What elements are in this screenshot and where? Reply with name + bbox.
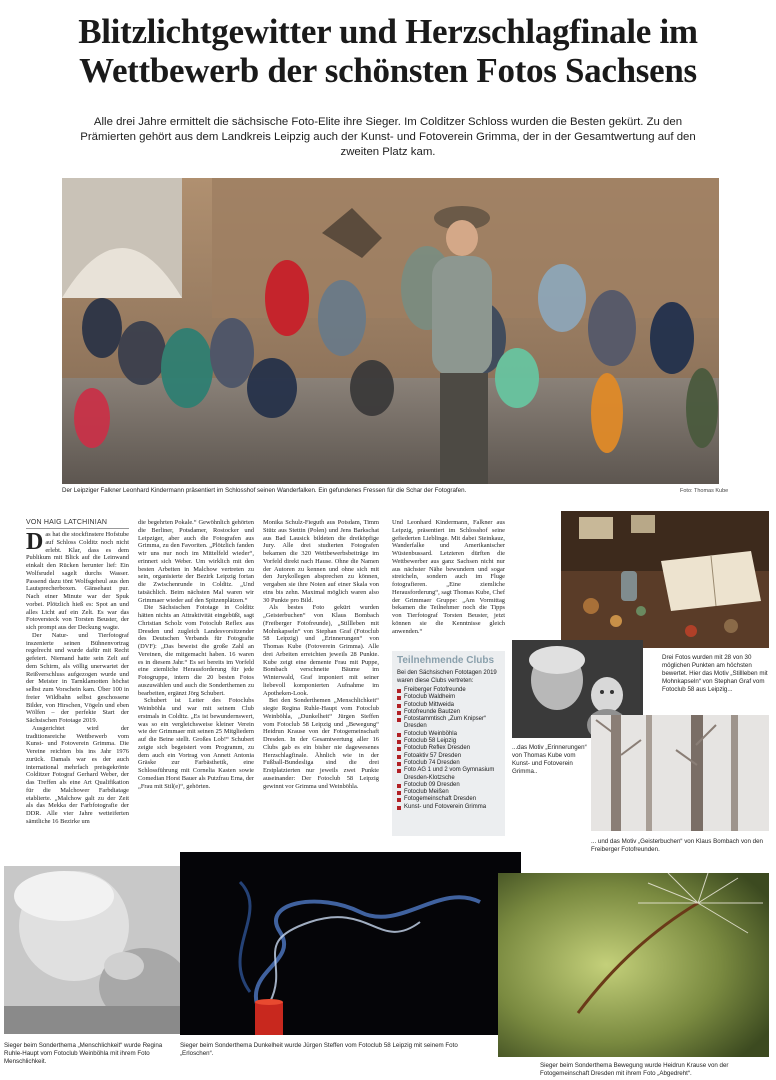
- list-item: Foto AG 1 und 2 vom Gymnasium Dresden-Klotzsche: [397, 767, 500, 782]
- memories-caption: ...das Motiv „Erinnerungen“ von Thomas Kube vom Kunst- und Fotoverein Grimma..: [512, 744, 587, 775]
- main-photo-image: [62, 178, 719, 484]
- paragraph: Ausgerichtet wird der traditionsreiche Wettbewerb vom Kunst- und Fotoverein Grimma. Die Vereine reichten bis ins Jahr 1976 zurück. Damals war es der auch international mehrfach preisgekrönte Colditzer Fotograf Gerhard Weber, der das Treffen als eine Art Qualifikation für die Malchower Farbdiatage etablierte. „Malchow galt zu der Zeit als das Mekka der Farbfotografie der DDR. Alle vier Jahre wetteiferten sämtliche 16 Bezirke um: [26, 724, 129, 825]
- paragraph: Bei den Sonderthemen „Menschlichkeit“ siegte Regina Ruhle-Haupt vom Fotoclub Weinböhla, „Dunkelheit“ Jürgen Steffen vom Fotoclub 58 Leipzig und „Bewegung“ Heidrun Krause von der Fotogemeinschaft Dresden. In der Gesamtwertung aller 16 Clubs gab es ein bisher nie dagewesenes Herzschlagfinale. Ähnlich wie in der Fußball-Bundesliga sind die drei Erstplatzierten nur jeweils zwei Punkte auseinander: Der Fotoclub 58 Leipzig gewinnt vor Grimma und Weinböhla.: [263, 697, 379, 790]
- ghost-beeches-photo: [591, 715, 769, 831]
- ghost-beeches-image: [591, 715, 769, 831]
- clubs-box: [392, 651, 505, 836]
- lead-paragraph: Alle drei Jahre ermittelt die sächsische Foto-Elite ihre Sieger. Im Colditzer Schloss wurden die Besten gekürt. Zu den Prämierten gehört aus dem Landkreis Leipzig auch der Kunst- und Fotoverein Grimma, der in der Gesamtwertung auf den zweiten Platz kam.: [80, 116, 696, 158]
- byline: VON HAIG LATCHINIAN: [26, 519, 108, 526]
- paragraph: Die Sächsischen Fototage in Colditz hätten nichts an Attraktivität eingebüßt, sagt Christian Scholz vom Fotoclub Reflex aus Dresden und zugleich Landesvorsitzender des Deutschen Verbands für Fotografie (DVF): „Das beweist die große Zahl an Vereinen, die mitgemacht haben. 16 waren es in diesem Jahr.“ Es sei bereits im Vorfeld eine ziemliche Herausforderung für jede Fotogruppe, intern die 20 besten Fotos auszuwählen und auch die Sonderthemen zu bearbeiten, ergänzt Jörg Schubert.: [138, 604, 254, 697]
- movement-photo: [498, 873, 769, 1057]
- ghost-beeches-caption: ... und das Motiv „Geisterbuchen“ von Klaus Bombach von den Freiberger Fotofreunden.: [591, 838, 763, 853]
- article-column-2: [138, 519, 254, 790]
- paragraph: as hat die stockfinstere Hofstube auf Schloss Colditz noch nicht erlebt. Klar, dass es dem Publikum mit Blick auf die Leinwand einkalt den Rücken herunter lief: Ein Wolfsrudel sagelt durchs Wasser. Passend dazu tönt Wolfsgeheul aus den Lautsprecherboxen. Gänsehaut pur. Nach einer Minute war der Spuk vorbei. Plötzlich hieß es: Spot an und alles Licht auf ein Zelt. Es war das Fotoversteck von Torsten Beuster, der sich prompt aus der Deckung wagte.: [26, 531, 129, 631]
- darkness-image: [180, 852, 521, 1035]
- paragraph: Und Leonhard Kindermann, Falkner aus Leipzig, präsentiert im Schlosshof seine gefiederten Lieblinge. Mit dabei Steinkauz, Wanderfalke und Amerikanischer Wüstenbussard. Letzteren dürften die Wettbewerber aus ganz Sachsen nicht nur aus nächster Nähe bewundern und sogar streicheln, sondern auch im Fluge fotografieren. „Eine ziemliche Herausforderung“, sagt Thomas Kube, Chef der Grimmaer Gruppe: „Am Vormittag bekamen die Teilnehmer noch die Tipps von Tierfotograf Torsten Beuster, jetzt können sie die Kenntnisse gleich anwenden.“: [392, 519, 505, 635]
- headline-line-1: Blitzlichtgewitter und Herzschlagfinale im: [78, 12, 698, 51]
- list-item: Fotoclub 58 Leipzig: [397, 738, 500, 745]
- clubs-box-intro: Bei den Sächsischen Fototagen 2019 waren diese Clubs vertreten:: [397, 670, 497, 684]
- headline: [0, 12, 776, 90]
- headline-line-2: Wettbewerb der schönsten Fotos Sachsens: [79, 51, 697, 90]
- clubs-list: [397, 687, 500, 811]
- darkness-photo: [180, 852, 521, 1035]
- paragraph: Der Natur- und Tierfotograf inszenierte seinen Bühnenvortrag regelrecht und wurde dafür mit Recht gefeiert. Niemand hatte sein Zelt auf dem Schirm, als völlig unerwartet der Reißverschluss aufgezogen wurde und der Meister in Tarnklamotten höchst selbst zum Vorschein kam. Über 100 in freier Wildbahn selbst geschossene Bilder, von Hirschen, Vögeln und eben Wölfen – der perfekte Start der Sächsischen Fototage 2019.: [26, 631, 129, 724]
- movement-image: [498, 873, 769, 1057]
- list-item: Fotoclub Mittweida: [397, 702, 500, 709]
- list-item: Fotostammtisch „Zum Knipser“ Dresden: [397, 716, 500, 731]
- main-photo: [62, 178, 719, 484]
- list-item: Fotoclub Meißen: [397, 789, 500, 796]
- list-item: Fotoclub 09 Dresden: [397, 782, 500, 789]
- still-life-caption: Drei Fotos wurden mit 28 von 30 möglichen Punkten am höchsten bewertet. Hier das Motiv „Stillleben mit Mohnkapseln“ von Stephan Graf vom Fotoclub 58 aus Leipzig...: [662, 654, 768, 693]
- list-item: Fotofreunde Bautzen: [397, 709, 500, 716]
- article-column-4: [392, 519, 505, 635]
- list-item: Fotoclub Reflex Dresden: [397, 745, 500, 752]
- humanity-photo: [4, 866, 201, 1034]
- list-item: Fotoaktiv 57 Dresden: [397, 753, 500, 760]
- still-life-photo: [561, 511, 769, 648]
- paragraph: die begehrten Pokale.“ Gewöhnlich gehörten die Berliner, Potsdamer, Rostocker und Leipziger, aber auch die Fotografen aus Grimma, zu den Favoriten. „Plötzlich fanden wir uns nur noch im Mittelfeld wieder“, erinnert sich Weber. Um wirklich mit den besten Arbeiten in Malchow vertreten zu sein, organisierte der Bezirk Leipzig fortan die Zwischenrunde in Colditz. „Und tatsächlich. Beim nächsten Mal waren wir Grimmaer wieder auf den Spitzenplätzen.“: [138, 519, 254, 604]
- darkness-caption: Sieger beim Sonderthema Dunkelheit wurde Jürgen Steffen vom Fotoclub 58 Leipzig mit seinem Foto „Erloschen“.: [180, 1042, 458, 1057]
- still-life-image: [561, 511, 769, 648]
- list-item: Fotoclub Waldheim: [397, 694, 500, 701]
- list-item: Fotogemeinschaft Dresden: [397, 796, 500, 803]
- list-item: Fotoclub 74 Dresden: [397, 760, 500, 767]
- article-column-3: [263, 519, 379, 790]
- dropcap: D: [26, 529, 44, 555]
- paragraph: Schubert ist Leiter des Fotoclubs Weinböhla und war mit seinem Club erstmals in Colditz. „Es ist bewundernswert, was so ein vergleichsweise kleiner Verein wie der Grimmaer mit seinen 25 Mitgliedern auf die Beine stellt. Großes Lob!“ Schubert zeigte sich begeistert vom Programm, zu dem auch ein Vortrag von Annett Antonia Gräske zur Farbästhetik, eine Schlossführung mit Cornelia Kasten sowie Comedian Horst Bauer als Putzfrau Erna, der „Frau mit Stil(e)“, gehörten.: [138, 697, 254, 790]
- main-photo-caption: Der Leipziger Falkner Leonhard Kindermann präsentiert im Schlosshof seinen Wanderfalken. Ein gefundenes Fressen für die Schar der Fotografen.: [62, 487, 467, 494]
- list-item: Kunst- und Fotoverein Grimma: [397, 804, 500, 811]
- humanity-image: [4, 866, 201, 1034]
- list-item: Fotoclub Weinböhla: [397, 731, 500, 738]
- clubs-box-title: Teilnehmende Clubs: [397, 655, 495, 666]
- article-column-1: [26, 531, 129, 826]
- movement-caption: Sieger beim Sonderthema Bewegung wurde Heidrun Krause von der Fotogemeinschaft Dresden mit ihrem Foto „Abgedreht“.: [540, 1062, 729, 1077]
- list-item: Freiberger Fotofreunde: [397, 687, 500, 694]
- humanity-caption: Sieger beim Sonderthema „Menschlichkeit“ wurde Regina Ruhle-Haupt vom Fotoclub Weinböhla mit ihrem Foto Menschlichkeit.: [4, 1042, 163, 1065]
- paragraph: Als bestes Foto gekürt wurden „Geisterbuchen“ von Klaus Bombach (Freiberger Fotofreunde), „Stillleben mit Mohnkapseln“ von Stephan Graf (Fotoclub 58 Leipzig) und „Erinnerungen“ von Thomas Kube (Fotoverein Grimma). Alle drei Arbeiten erreichten jeweils 28 Punkte. Kube zeigt eine demente Frau mit Puppe, Bombach verschneite Bäume im Winterwald, Graf imponiert mit seiner liebevoll komponierten Aufnahme im Apotheken-Look.: [263, 604, 379, 697]
- main-photo-credit: Foto: Thomas Kube: [680, 488, 729, 494]
- paragraph: Monika Schulz-Fieguth aus Potsdam, Timm Stütz aus Stettin (Polen) und Jens Barkschat aus Bad Lausick bildeten die dreiköpfige Jury. Alle drei studierten Fotografen bekamen die 320 Wettbewerbsbeiträge im Vorfeld direkt nach Hause. Ohne die Namen der Autoren zu kennen und ohne sich mit den Jurykollegen absprechen zu können, vergaben sie ihre Noten auf einer Skala von eins bis zehn. Maximal möglich waren also 30 Punkte pro Bild.: [263, 519, 379, 604]
